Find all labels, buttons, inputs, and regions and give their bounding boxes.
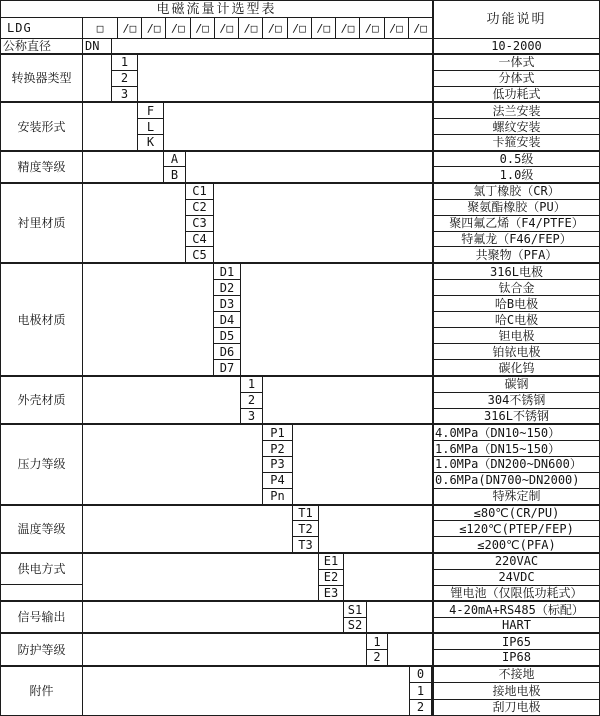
group-label-accessory: 附件 — [1, 667, 83, 715]
code-column-temperature — [293, 506, 319, 552]
desc-column-protection — [432, 634, 599, 664]
desc-cell: ≤120℃(PTEP/FEP) — [434, 521, 599, 537]
model-slot-box: /□ — [263, 18, 287, 38]
code-cell-protection-1: 1 — [367, 634, 388, 650]
code-column-mounting — [138, 103, 164, 149]
desc-cell: 低功耗式 — [492, 87, 541, 101]
right-empty-electrode — [241, 264, 432, 375]
group-label-stack-power-supply — [1, 554, 83, 600]
desc-cell: 4-20mA+RS485（标配） — [434, 602, 599, 618]
code-cell-lining-C3: C3 — [186, 216, 214, 232]
desc-cell: 304不锈钢 — [434, 393, 599, 409]
code-cell-converter-type-2: 2 — [112, 71, 138, 87]
model-code-row — [1, 18, 432, 38]
group-label-converter-type: 转换器类型 — [1, 55, 83, 101]
group-label-pressure: 压力等级 — [1, 425, 83, 503]
desc-cell: 碳化钨 — [498, 360, 535, 375]
desc-cell: 1.6MPa（DN15~150） — [434, 441, 599, 457]
desc-column-accessory — [432, 667, 599, 715]
diameter-band — [1, 39, 599, 55]
desc-cell: 不接地 — [434, 667, 599, 683]
right-empty-housing — [263, 377, 432, 423]
model-slot-box: /□ — [385, 18, 409, 38]
desc-cell: 220VAC — [434, 554, 599, 570]
right-empty-lining — [214, 184, 432, 262]
code-cell-accuracy-A: A — [164, 152, 186, 168]
left-empty-protection — [83, 634, 367, 664]
code-column-accessory — [410, 667, 432, 715]
band-converter-type — [1, 55, 599, 103]
desc-cell: ≤200℃(PFA) — [477, 537, 556, 552]
code-cell-lining-C4: C4 — [186, 232, 214, 248]
code-column-housing — [241, 377, 263, 423]
left-empty-mounting — [83, 103, 138, 149]
code-cell-lining-C1: C1 — [186, 184, 214, 200]
diameter-code: DN — [83, 39, 112, 53]
desc-cell: 0.6MPa(DN700~DN2000) — [434, 473, 599, 489]
right-empty-power-supply — [344, 554, 432, 600]
desc-cell: IP68 — [502, 650, 531, 665]
desc-cell: 4.0MPa（DN10~150） — [434, 425, 599, 441]
desc-cell: 法兰安装 — [434, 103, 599, 119]
desc-column-electrode — [432, 264, 599, 375]
left-empty-temperature — [83, 506, 293, 552]
left-empty-accuracy — [83, 152, 164, 182]
band-electrode — [1, 264, 599, 377]
left-empty-accessory — [83, 667, 410, 715]
code-cell-accessory-0: 0 — [410, 667, 432, 683]
band-pressure — [1, 425, 599, 505]
desc-column-mounting — [432, 103, 599, 149]
left-empty-pressure — [83, 425, 263, 503]
desc-cell: 特氟龙（F46/FEP） — [434, 232, 599, 248]
model-slot-box: /□ — [360, 18, 384, 38]
band-accessory — [1, 667, 599, 715]
desc-column-converter-type — [432, 55, 599, 101]
desc-cell: 钛合金 — [434, 280, 599, 296]
code-cell-housing-3: 3 — [241, 409, 263, 424]
right-empty-converter-type — [138, 55, 432, 101]
desc-cell: 分体式 — [434, 71, 599, 87]
code-cell-pressure-P4: P4 — [263, 473, 293, 489]
code-cell-protection-2: 2 — [367, 650, 388, 665]
desc-cell: 锂电池（仅限低功耗式） — [450, 585, 583, 600]
code-cell-converter-type-1: 1 — [112, 55, 138, 71]
code-cell-electrode-D3: D3 — [214, 296, 241, 312]
desc-cell: IP65 — [434, 634, 599, 650]
band-signal-output — [1, 602, 599, 634]
desc-cell: 316L电极 — [434, 264, 599, 280]
desc-cell: 1.0级 — [499, 167, 534, 182]
code-cell-accessory-1: 1 — [410, 683, 432, 699]
code-column-accuracy — [164, 152, 186, 182]
code-column-lining — [186, 184, 214, 262]
desc-column-housing — [432, 377, 599, 423]
code-column-converter-type — [112, 55, 138, 101]
group-label-temperature: 温度等级 — [1, 506, 83, 552]
code-cell-electrode-D6: D6 — [214, 344, 241, 360]
code-cell-electrode-D2: D2 — [214, 280, 241, 296]
code-column-pressure — [263, 425, 293, 503]
group-label-signal-output: 信号输出 — [1, 602, 83, 632]
code-cell-pressure-Pn: Pn — [263, 489, 293, 504]
left-empty-power-supply — [83, 554, 319, 600]
desc-cell: 接地电极 — [434, 683, 599, 699]
desc-cell: 钽电极 — [434, 328, 599, 344]
code-cell-signal-output-S1: S1 — [344, 602, 367, 618]
right-empty-temperature — [319, 506, 432, 552]
code-cell-mounting-L: L — [138, 119, 164, 135]
code-column-power-supply — [319, 554, 344, 600]
desc-cell: 10-2000 — [491, 39, 542, 54]
left-empty-electrode — [83, 264, 214, 375]
right-empty-mounting — [164, 103, 432, 149]
desc-cell: HART — [502, 618, 531, 633]
band-mounting — [1, 103, 599, 151]
desc-cell: 氯丁橡胶（CR） — [434, 184, 599, 200]
code-cell-mounting-F: F — [138, 103, 164, 119]
code-cell-electrode-D1: D1 — [214, 264, 241, 280]
code-cell-housing-1: 1 — [241, 377, 263, 393]
desc-column-accuracy — [432, 152, 599, 182]
code-cell-electrode-D5: D5 — [214, 328, 241, 344]
desc-cell: 哈B电极 — [434, 296, 599, 312]
band-lining — [1, 184, 599, 264]
model-slot-box: /□ — [166, 18, 190, 38]
left-empty-converter-type — [83, 55, 112, 101]
group-label-diameter: 公称直径 — [1, 39, 83, 53]
function-column-header: 功能说明 — [432, 1, 599, 38]
left-empty-signal-output — [83, 602, 344, 632]
group-label-protection: 防护等级 — [1, 634, 83, 664]
code-column-protection — [367, 634, 388, 664]
code-cell-accessory-2: 2 — [410, 700, 432, 715]
left-empty-lining — [83, 184, 186, 262]
code-cell-housing-2: 2 — [241, 393, 263, 409]
right-empty-accuracy — [186, 152, 432, 182]
desc-cell: 24VDC — [434, 570, 599, 586]
desc-cell: 聚氨酯橡胶（PU） — [434, 200, 599, 216]
code-cell-accuracy-B: B — [164, 167, 186, 182]
model-slot-box: /□ — [191, 18, 215, 38]
desc-cell: 0.5级 — [434, 152, 599, 168]
band-housing — [1, 377, 599, 425]
code-cell-temperature-T1: T1 — [293, 506, 319, 522]
code-cell-electrode-D7: D7 — [214, 360, 241, 375]
desc-column-lining — [432, 184, 599, 262]
header-band — [1, 1, 599, 39]
desc-column-signal-output — [432, 602, 599, 632]
group-label-housing: 外壳材质 — [1, 377, 83, 423]
group-label-empty-power-supply — [1, 585, 83, 600]
desc-cell: ≤80℃(CR/PU) — [434, 506, 599, 522]
code-column-signal-output — [344, 602, 367, 632]
desc-cell: 螺纹安装 — [434, 119, 599, 135]
diameter-empty-cell — [112, 39, 432, 53]
model-slot-box: /□ — [215, 18, 239, 38]
code-cell-lining-C2: C2 — [186, 200, 214, 216]
page-title: 电磁流量计选型表 — [1, 1, 432, 18]
model-first-box: □ — [83, 18, 118, 38]
model-slot-box: /□ — [288, 18, 312, 38]
model-slot-box: /□ — [239, 18, 263, 38]
group-label-electrode: 电极材质 — [1, 264, 83, 375]
code-column-electrode — [214, 264, 241, 375]
desc-cell: 一体式 — [434, 55, 599, 71]
model-slot-box: /□ — [118, 18, 142, 38]
band-protection — [1, 634, 599, 666]
desc-cell: 哈C电极 — [434, 312, 599, 328]
code-cell-power-supply-E3: E3 — [319, 586, 344, 601]
right-empty-signal-output — [367, 602, 432, 632]
desc-cell: 316L不锈钢 — [484, 408, 549, 423]
desc-cell: 1.0MPa（DN200~DN600） — [434, 457, 599, 473]
left-empty-housing — [83, 377, 241, 423]
model-slot-box: /□ — [336, 18, 360, 38]
desc-column-temperature — [432, 506, 599, 552]
model-prefix: LDG — [1, 18, 83, 38]
code-cell-mounting-K: K — [138, 135, 164, 150]
code-cell-converter-type-3: 3 — [112, 87, 138, 102]
desc-cell: 聚四氟乙烯（F4/PTFE） — [434, 216, 599, 232]
code-cell-pressure-P1: P1 — [263, 425, 293, 441]
group-label-lining: 衬里材质 — [1, 184, 83, 262]
band-temperature — [1, 506, 599, 554]
model-slot-box: /□ — [142, 18, 166, 38]
diameter-desc-col — [432, 39, 599, 53]
code-cell-lining-C5: C5 — [186, 247, 214, 262]
desc-cell: 特殊定制 — [492, 489, 541, 504]
desc-cell: 碳钢 — [434, 377, 599, 393]
code-cell-pressure-P2: P2 — [263, 441, 293, 457]
desc-column-pressure — [432, 425, 599, 503]
right-empty-protection — [388, 634, 432, 664]
desc-column-power-supply — [432, 554, 599, 600]
code-cell-temperature-T2: T2 — [293, 521, 319, 537]
code-cell-power-supply-E2: E2 — [319, 570, 344, 586]
code-cell-power-supply-E1: E1 — [319, 554, 344, 570]
model-slot-box: /□ — [413, 21, 428, 35]
model-slot-box: /□ — [312, 18, 336, 38]
desc-cell: 刮刀电极 — [492, 700, 541, 715]
desc-cell: 卡箍安装 — [492, 135, 541, 150]
band-power-supply — [1, 554, 599, 602]
group-label-mounting: 安装形式 — [1, 103, 83, 149]
right-empty-pressure — [293, 425, 432, 503]
code-cell-pressure-P3: P3 — [263, 457, 293, 473]
group-label-power-supply: 供电方式 — [1, 554, 83, 585]
code-cell-signal-output-S2: S2 — [344, 618, 367, 633]
group-label-accuracy: 精度等级 — [1, 152, 83, 182]
code-cell-electrode-D4: D4 — [214, 312, 241, 328]
band-accuracy — [1, 152, 599, 184]
desc-cell: 共聚物（PFA） — [475, 247, 558, 262]
code-cell-temperature-T3: T3 — [293, 537, 319, 552]
header-left — [1, 1, 432, 38]
desc-cell: 铂铱电极 — [434, 344, 599, 360]
